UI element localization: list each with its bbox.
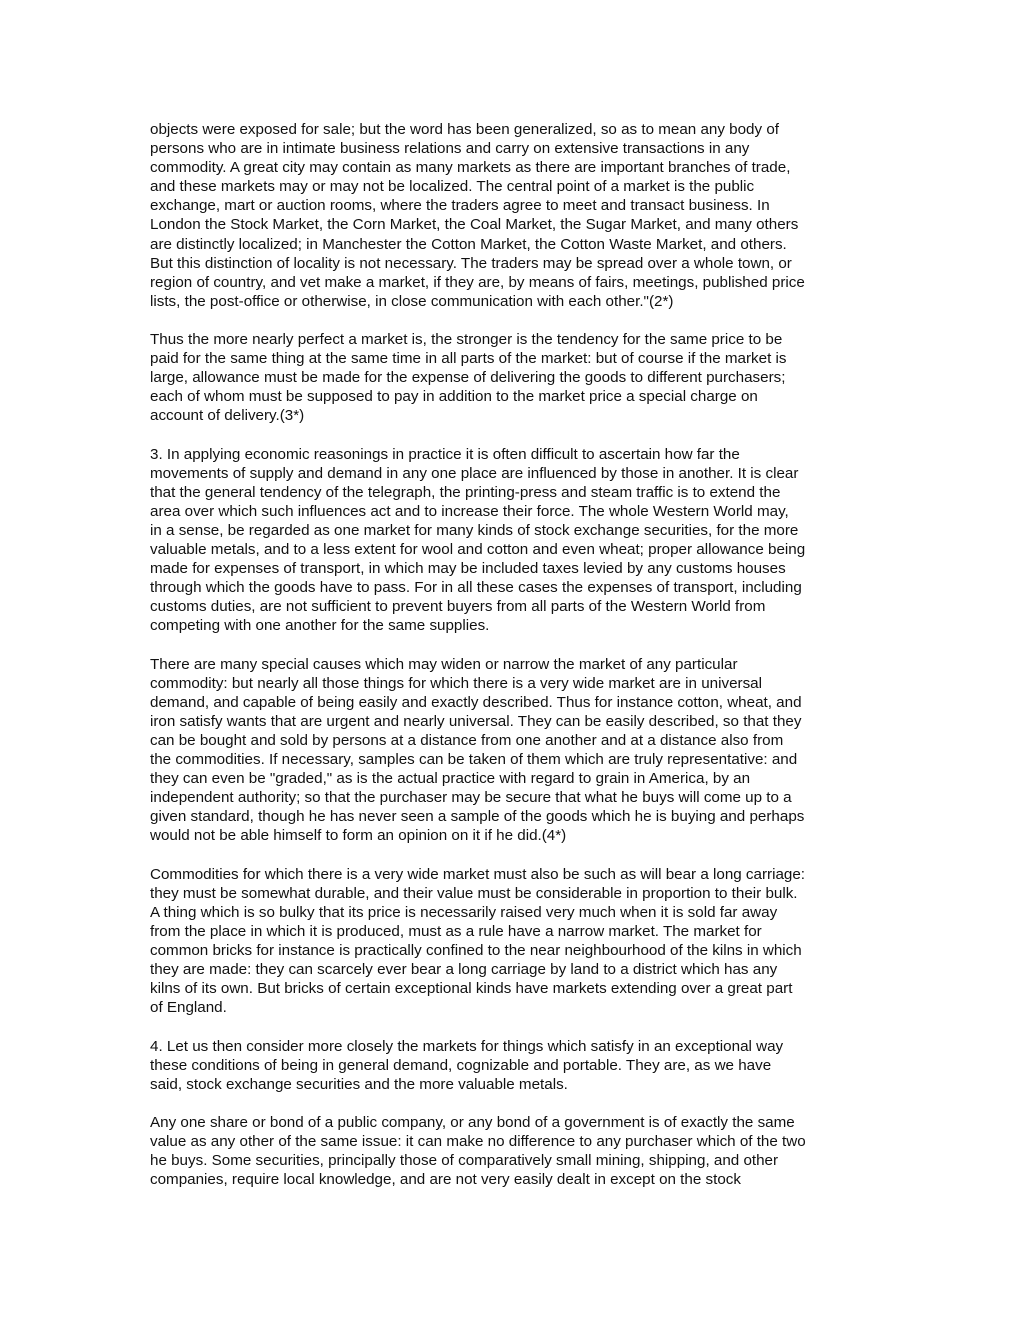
text-line: and these markets may or may not be localized. The central point of a market is the public: [150, 178, 755, 196]
text-line: There are many special causes which may widen or narrow the market of any particular: [150, 655, 738, 673]
paragraph-securities: [150, 1113, 880, 1189]
text-line: they are made: they can scarcely ever bear a long carriage by land to a district which has any: [150, 961, 778, 979]
text-line: competing with one another for the same supplies.: [150, 617, 490, 635]
text-line: each of whom must be supposed to pay in addition to the market price a special charge on: [150, 388, 758, 406]
text-line: exchange, mart or auction rooms, where the traders agree to meet and transact business. In: [150, 197, 770, 215]
text-line: of England.: [150, 999, 227, 1017]
text-line: London the Stock Market, the Corn Market, the Coal Market, the Sugar Market, and many others: [150, 216, 799, 234]
text-line: companies, require local knowledge, and are not very easily dealt in except on the stock: [150, 1171, 741, 1189]
text-line: would not be able himself to form an opinion on it if he did.(4*): [150, 827, 567, 845]
text-line: common bricks for instance is practically confined to the near neighbourhood of the kilns in which: [150, 942, 802, 960]
text-line: given standard, though he has never seen a sample of the goods which he is buying and perhaps: [150, 808, 805, 826]
text-line: can be bought and sold by persons at a distance from one another and at a distance also from: [150, 732, 784, 749]
text-line: independent authority; so that the purchaser may be secure that what he buys will come up to a: [150, 789, 792, 807]
text-line: objects were exposed for sale; but the word has been generalized, so as to mean any body of: [150, 121, 779, 138]
text-line: movements of supply and demand in any one place are influenced by those in another. It is clear: [150, 464, 799, 482]
text-line: region of country, and vet make a market, if they are, by means of fairs, meetings, published price: [150, 273, 805, 291]
text-line: But this distinction of locality is not necessary. The traders may be spread over a whole town, or: [150, 254, 792, 272]
text-line: 3. In applying economic reasonings in practice it is often difficult to ascertain how far the: [150, 445, 740, 463]
paragraph-commodities-carriage: [150, 865, 880, 1018]
text-line: paid for the same thing at the same time in all parts of the market: but of course if the market is: [150, 350, 787, 368]
text-line: persons who are in intimate business relations and carry on extensive transactions in any: [150, 140, 750, 158]
text-line: valuable metals, and to a less extent for wool and cotton and even wheat; proper allowance being: [150, 541, 806, 559]
text-line: in a sense, be regarded as one market for many kinds of stock exchange securities, for the more: [150, 521, 799, 539]
text-line: Any one share or bond of a public company, or any bond of a government is of exactly the same: [150, 1113, 795, 1131]
text-line: they must be somewhat durable, and their value must be considerable in proportion to their bulk.: [150, 884, 798, 902]
paragraph-section-3: [150, 445, 880, 636]
text-line: from the place in which it is produced, must as a rule have a narrow market. The market for: [150, 922, 762, 940]
text-line: that the general tendency of the telegraph, the printing-press and steam traffic is to extend the: [150, 483, 781, 501]
text-line: they can even be "graded," as is the actual practice with regard to grain in America, by an: [150, 770, 751, 788]
text-line: commodity. A great city may contain as many markets as there are important branches of trade,: [150, 159, 791, 177]
text-line: he buys. Some securities, principally those of comparatively small mining, shipping, and other: [150, 1152, 779, 1170]
text-line: said, stock exchange securities and the more valuable metals.: [150, 1075, 568, 1093]
text-line: Thus the more nearly perfect a market is, the stronger is the tendency for the same price to be: [150, 331, 783, 349]
text-line: commodity: but nearly all those things for which there is a very wide market are in universal: [150, 674, 762, 692]
text-line: lists, the post-office or otherwise, in close communication with each other."(2*): [150, 292, 674, 310]
text-line: 4. Let us then consider more closely the markets for things which satisfy in an exceptional way: [150, 1037, 784, 1055]
text-line: customs duties, are not sufficient to prevent buyers from all parts of the Western World from: [150, 598, 766, 616]
text-line: these conditions of being in general demand, cognizable and portable. They are, as we have: [150, 1056, 772, 1074]
paragraph-perfect-market: [150, 330, 880, 425]
text-line: kilns of its own. But bricks of certain exceptional kinds have markets extending over a great part: [150, 980, 793, 998]
text-line: are distinctly localized; in Manchester the Cotton Market, the Cotton Waste Market, and others.: [150, 235, 787, 253]
text-line: the commodities. If necessary, samples can be taken of them which are truly representative: and: [150, 751, 798, 769]
text-line: account of delivery.(3*): [150, 407, 305, 425]
document-page: [150, 120, 880, 1208]
paragraph-special-causes: [150, 655, 880, 846]
text-line: demand, and capable of being easily and exactly described. Thus for instance cotton, wheat, and: [150, 693, 802, 711]
text-line: A thing which is so bulky that its price is necessarily raised very much when it is sold far away: [150, 903, 778, 921]
text-line: iron satisfy wants that are urgent and nearly universal. They can be easily described, so that they: [150, 712, 802, 730]
paragraph-market-definition: [150, 120, 880, 311]
text-line: through which the goods have to pass. For in all these cases the expenses of transport, including: [150, 579, 802, 597]
text-line: made for expenses of transport, in which may be included taxes levied by any customs houses: [150, 560, 786, 578]
text-line: Commodities for which there is a very wide market must also be such as will bear a long carriage:: [150, 865, 806, 883]
paragraph-section-4: [150, 1037, 880, 1094]
text-line: area over which such influences act and to increase their force. The whole Western World may,: [150, 502, 789, 520]
text-line: large, allowance must be made for the expense of delivering the goods to different purchasers;: [150, 369, 786, 387]
text-line: value as any other of the same issue: it can make no difference to any purchaser which of the two: [150, 1132, 806, 1150]
